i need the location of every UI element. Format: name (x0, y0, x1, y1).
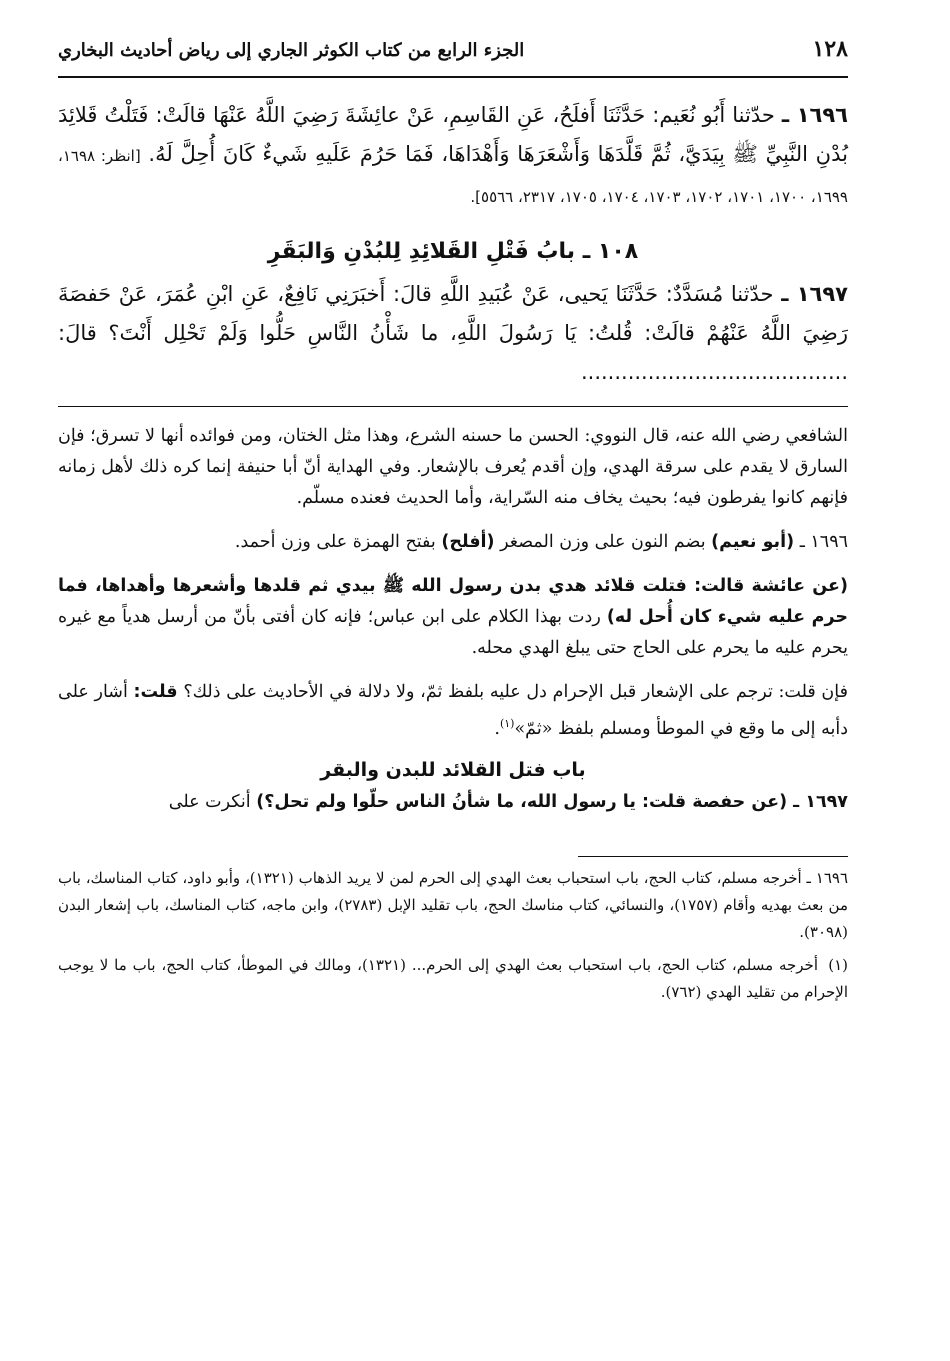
commentary-paragraph: الشافعي رضي الله عنه، قال النووي: الحسن ما حسنه الشرع، وهذا مثل الختان، ومن فوائده أنها لا تسرق؛ فإن السارق لا يقدم على سرقة الهدي، وإن أقدم يُعرف بالإشعار. وفي الهداية أنّ أبا حنيفة إنما كره ذلك لأهل زمانه فإنهم كانوا يفرطون فيه؛ بحيث يخاف منه السّراية، وأما الحديث فعنده مسلّم. (58, 426, 848, 508)
hadith-number: ١٦٩٦ ـ (794, 532, 848, 552)
commentary-text: ردت بهذا الكلام على ابن عباس؛ فإنه كان أفتى بأنّ من أرسل هدياً مع غيره يحرم عليه ما يحرم على الحاج حتى يبلغ الهدي محله. (58, 607, 848, 658)
commentary-paragraph (58, 527, 848, 558)
hadith-text: حدّثنا أَبُو نُعَيم: حَدَّثَنَا أَفلَحُ، عَنِ القَاسِمِ، عَنْ عائِشَةَ رَضِيَ اللَّهُ عَنْهَا قالَتْ: فَتَلْتُ قَلائِدَ بُدْنِ النَّبِيِّ ﷺ بِيَدَيَّ، ثُمَّ قَلَّدَهَا وَأَشْعَرَهَا وَأَهْدَاهَا، فَمَا حَرُمَ عَلَيهِ شَيءٌ كَانَ أُحِلَّ لَهُ. (58, 103, 848, 166)
commentary-text: فإن قلت: ترجم على الإشعار قبل الإحرام دل عليه بلفظ ثمّ، ولا دلالة في الأحاديث على ذلك؟ (177, 682, 848, 702)
commentary-text: أنكرت على (168, 791, 257, 812)
commentary-text: بضم النون على وزن المصغر (494, 532, 712, 552)
quoted-matn: ١٦٩٧ ـ (عن حفصة قلت: يا رسول الله، ما شأنُ الناس حلّوا ولم تحل؟) (256, 791, 848, 812)
footnote-text: أخرجه مسلم، كتاب الحج، باب استحباب بعث الهدي إلى الحرم... (١٣٢١)، ومالك في الموطأ، كتاب الحج، باب ما لا يوجب الإحرام من تقليد الهدي (٧٦٢). (58, 955, 848, 1001)
commentary-text: . (494, 718, 500, 739)
hadith-text: حدّثنا مُسَدَّدٌ: حَدَّثَنَا يَحيى، عَنْ عُبَيدِ اللَّهِ قالَ: أَخبَرَنِي نَافِعٌ، عَنِ ابْنِ عُمَرَ، عَنْ حَفصَةَ رَضِيَ اللَّهُ عَنْهُمْ قالَتْ: قُلتُ: يَا رَسُولَ اللَّهِ، ما شَأْنُ النَّاسِ حَلُّوا وَلَمْ تَحْلِل أَنْتَ؟ قالَ: ........................................ (58, 282, 848, 384)
hadith-number: ١٦٩٧ ـ (781, 282, 848, 306)
footnote-rule (578, 856, 848, 857)
hadith-1696 (58, 96, 848, 217)
page-header (58, 36, 848, 74)
footnote-marker[interactable]: (١) (499, 717, 515, 730)
footnote-marker: (١) (828, 955, 848, 974)
commentary-paragraph (58, 571, 848, 664)
commentary-paragraph (58, 787, 848, 818)
bold-term: (أفلح) (441, 532, 495, 552)
sub-chapter-heading: باب فتل القلائد للبدن والبقر (320, 758, 586, 781)
book-page (58, 36, 848, 1006)
cross-references: [انظر: ١٦٩٨، ١٦٩٩، ١٧٠٠، ١٧٠١، ١٧٠٢، ١٧٠٣، ١٧٠٤، ١٧٠٥، ٢٣١٧، ٥٥٦٦]. (58, 147, 848, 206)
hadith-1697 (58, 275, 848, 392)
hadith-number: ١٦٩٦ ـ (781, 103, 848, 127)
quoted-matn: (عن عائشة قالت: فتلت قلائد هدي بدن رسول الله ﷺ بيدي ثم قلدها وأشعرها وأهداها، فما حرم عليه شيء كان أُحل له) (58, 576, 848, 627)
running-title: الجزء الرابع من كتاب الكوثر الجاري إلى رياض أحاديث البخاري (58, 40, 525, 61)
footnote (58, 952, 848, 1006)
page-number: ١٢٨ (812, 36, 848, 62)
footnote: ١٦٩٦ ـ أخرجه مسلم، كتاب الحج، باب استحباب بعث الهدي إلى الحرم لمن لا يريد الذهاب (١٣٢١)، وأبو داود، كتاب المناسك، باب من بعث بهديه وأقام (١٧٥٧)، والنسائي، كتاب مناسك الحج، باب تقليد الإبل (٢٧٨٣)، وابن ماجه، كتاب المناسك، باب إشعار البدن (٣٠٩٨). (58, 868, 849, 941)
commentary-text: أشار على دأبه إلى ما وقع في الموطأ ومسلم بلفظ «ثمّ» (58, 682, 848, 739)
commentary-rule (58, 406, 848, 407)
commentary-text: بفتح الهمزة على وزن أحمد. (234, 532, 442, 552)
commentary-paragraph (58, 677, 848, 745)
header-rule (58, 76, 848, 78)
bold-term: قلت: (133, 682, 178, 702)
bold-term: (أبو نعيم) (711, 532, 795, 552)
chapter-heading: ١٠٨ ـ بابُ فَتْلِ القَلائِدِ لِلبُدْنِ وَالبَقَرِ (267, 239, 639, 264)
